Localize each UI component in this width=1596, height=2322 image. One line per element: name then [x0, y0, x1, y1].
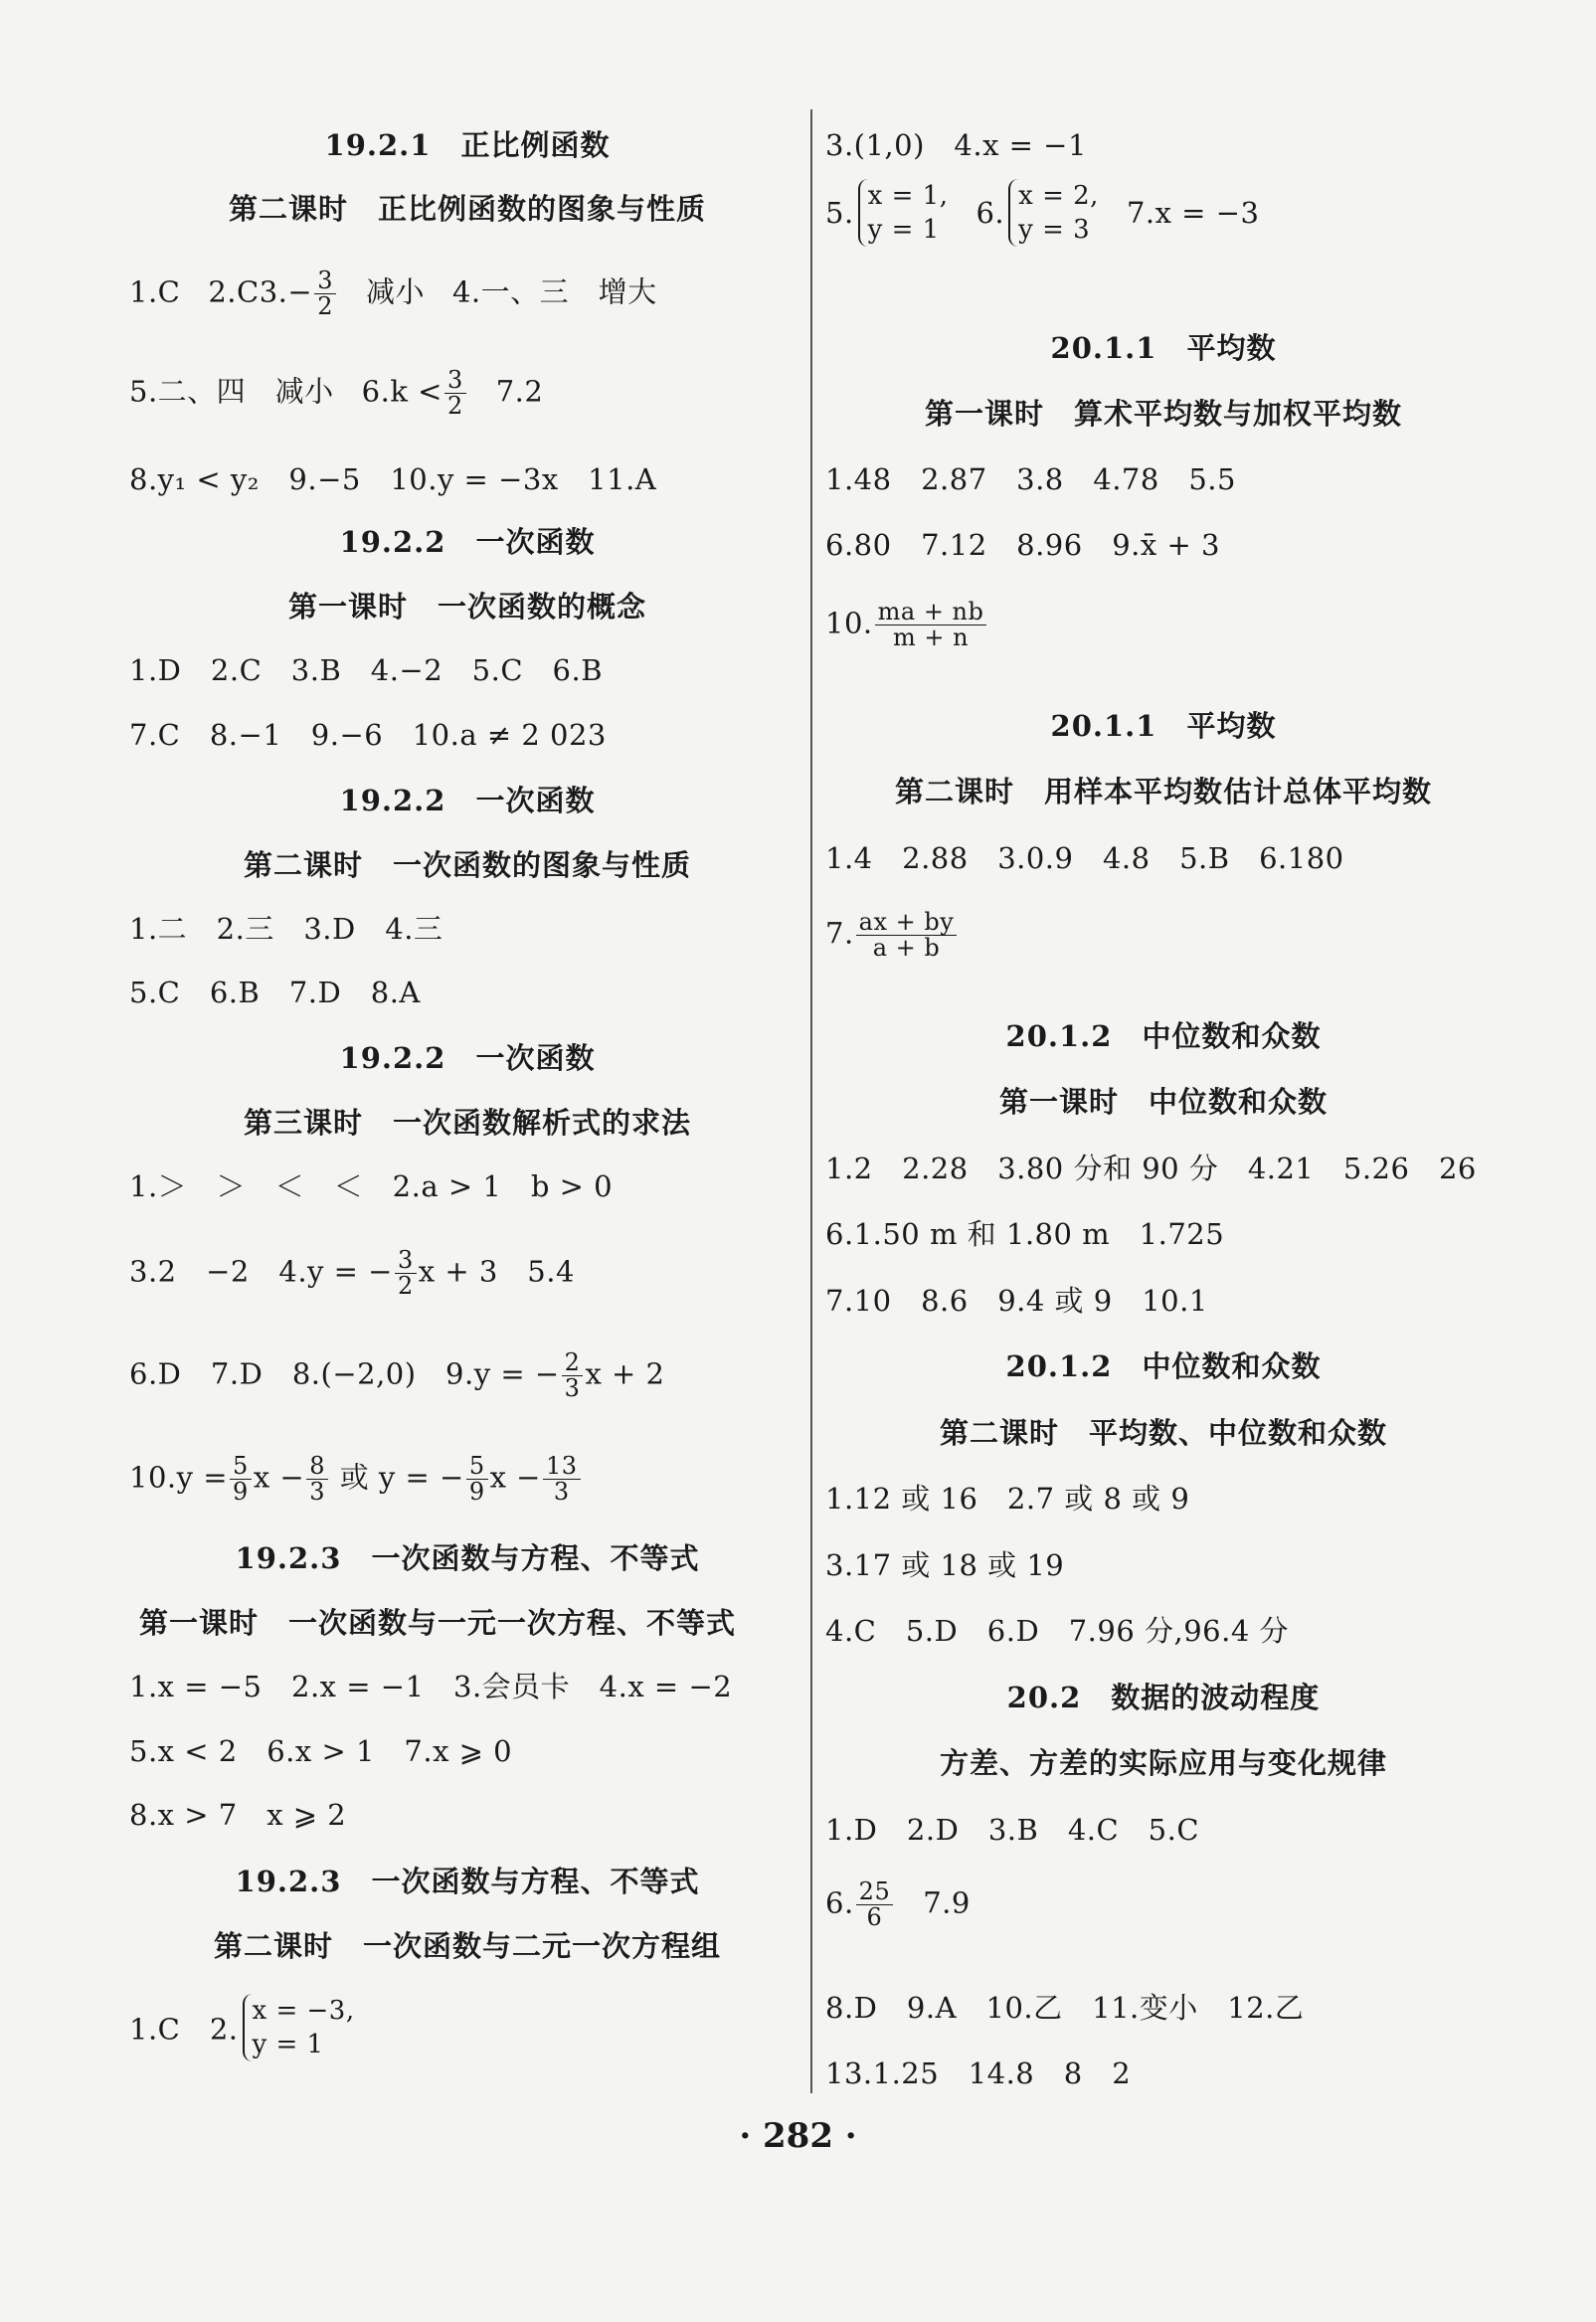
- lesson-title: 第一课时 中位数和众数: [998, 1085, 1328, 1119]
- lesson-title: 第二课时 一次函数与二元一次方程组: [213, 1929, 721, 1963]
- answer-line: 5. x = 1, y = 1 6. x = 2, y = 3 7.x = −3: [825, 181, 1260, 245]
- answer-line: 1.C 2. x = −3, y = 1: [129, 1996, 355, 2059]
- fraction: $\frac{8}{3}$: [306, 1454, 328, 1505]
- answer-line: 1.12 或 16 2.7 或 8 或 9: [825, 1482, 1190, 1516]
- fraction: $\frac{3}{2}$: [444, 368, 466, 419]
- column-divider: [810, 109, 812, 2093]
- equation-system: x = −3, y = 1: [243, 1994, 355, 2061]
- equation-system: x = 2, y = 3: [1008, 179, 1099, 247]
- answer-line: 6. $\frac{25}{6}$ 7.9: [825, 1877, 971, 1932]
- fraction: $\frac{ma + nb}{m + n}$: [875, 600, 987, 650]
- answer-line: 7.C 8.−1 9.−6 10.a ≠ 2 023: [129, 718, 607, 752]
- equation-system: x = 1, y = 1: [858, 179, 949, 247]
- section-title: 19.2.3 一次函数与方程、不等式: [235, 1865, 700, 1898]
- answer-line: 6.80 7.12 8.96 9.x̄ + 3: [825, 528, 1220, 562]
- lesson-title: 第二课时 一次函数的图象与性质: [243, 848, 691, 882]
- answer-line: 8.D 9.A 10.乙 11.变小 12.乙: [825, 1991, 1305, 2025]
- lesson-title: 第二课时 平均数、中位数和众数: [939, 1416, 1387, 1450]
- fraction: $\frac{ax + by}{a + b}$: [856, 910, 958, 961]
- answer-line: 13.1.25 14.8 8 2: [825, 2056, 1132, 2090]
- section-title: 20.1.2 中位数和众数: [1005, 1349, 1322, 1383]
- answer-line: 1.D 2.C 3.B 4.−2 5.C 6.B: [129, 653, 604, 687]
- section-title: 19.2.2 一次函数: [339, 784, 596, 817]
- answer-line: 8.y₁ < y₂ 9.−5 10.y = −3x 11.A: [129, 462, 657, 496]
- answer-line: 1.2 2.28 3.80 分和 90 分 4.21 5.26 26: [825, 1152, 1477, 1185]
- answer-line: 3.2 −2 4.y = − $\frac{3}{2}$ x + 3 5.4: [129, 1246, 575, 1301]
- fraction: $\frac{3}{2}$: [314, 268, 336, 319]
- answer-line: 10.y = $\frac{5}{9}$ x − $\frac{8}{3}$ 或 y = − $\frac{5}{9}$ x − $\frac{13}{3}$: [129, 1454, 583, 1505]
- answer-line: 5.x < 2 6.x > 1 7.x ⩾ 0: [129, 1734, 513, 1768]
- answer-line: 4.C 5.D 6.D 7.96 分,96.4 分: [825, 1614, 1289, 1648]
- answer-line: 1.二 2.三 3.D 4.三: [129, 912, 443, 946]
- section-title: 20.2 数据的波动程度: [1006, 1681, 1321, 1714]
- fraction: $\frac{3}{2}$: [395, 1248, 417, 1299]
- lesson-title: 第二课时 用样本平均数估计总体平均数: [894, 775, 1432, 808]
- section-title: 19.2.2 一次函数: [339, 525, 596, 559]
- lesson-title: 第一课时 算术平均数与加权平均数: [924, 397, 1402, 431]
- answer-line: 8.x > 7 x ⩾ 2: [129, 1798, 347, 1832]
- fraction: $\frac{5}{9}$: [230, 1454, 252, 1505]
- lesson-title: 第二课时 正比例函数的图象与性质: [228, 192, 706, 226]
- answer-line: 10. $\frac{ma + nb}{m + n}$: [825, 600, 988, 650]
- section-title: 19.2.3 一次函数与方程、不等式: [235, 1541, 700, 1575]
- answer-line: 1.4 2.88 3.0.9 4.8 5.B 6.180: [825, 841, 1344, 875]
- answer-line: 6.D 7.D 8.(−2,0) 9.y = − $\frac{2}{3}$ x + 2: [129, 1348, 665, 1403]
- fraction: $\frac{2}{3}$: [562, 1350, 584, 1401]
- section-title: 19.2.2 一次函数: [339, 1041, 596, 1075]
- section-title: 20.1.2 中位数和众数: [1005, 1019, 1322, 1053]
- section-title: 20.1.1 平均数: [1050, 331, 1277, 365]
- page-number: · 282 ·: [739, 2116, 857, 2156]
- fraction: $\frac{25}{6}$: [856, 1879, 894, 1930]
- answer-line: 1.＞ ＞ ＜ ＜ 2.a > 1 b > 0: [129, 1169, 614, 1203]
- answer-line: 1.D 2.D 3.B 4.C 5.C: [825, 1813, 1200, 1847]
- answer-line: 7.10 8.6 9.4 或 9 10.1: [825, 1284, 1208, 1318]
- answer-line: 7. $\frac{ax + by}{a + b}$: [825, 910, 959, 961]
- answer-line: 1.x = −5 2.x = −1 3.会员卡 4.x = −2: [129, 1670, 733, 1703]
- answer-line: 5.二、四 减小 6.k < $\frac{3}{2}$ 7.2: [129, 366, 544, 421]
- lesson-title: 第一课时 一次函数与一元一次方程、不等式: [139, 1606, 737, 1640]
- answer-line: 1.C 2.C3.− $\frac{3}{2}$ 减小 4.一、三 增大: [129, 267, 657, 321]
- fraction: $\frac{5}{9}$: [466, 1454, 488, 1505]
- answer-line: 3.17 或 18 或 19: [825, 1548, 1065, 1582]
- fraction: $\frac{13}{3}$: [543, 1454, 581, 1505]
- lesson-title: 第三课时 一次函数解析式的求法: [243, 1106, 691, 1140]
- section-title: 19.2.1 正比例函数: [324, 128, 611, 162]
- answer-line: 3.(1,0) 4.x = −1: [825, 128, 1087, 162]
- answer-line: 6.1.50 m 和 1.80 m 1.725: [825, 1217, 1225, 1251]
- lesson-title: 方差、方差的实际应用与变化规律: [939, 1746, 1387, 1780]
- answer-line: 5.C 6.B 7.D 8.A: [129, 976, 421, 1009]
- lesson-title: 第一课时 一次函数的概念: [287, 590, 646, 624]
- section-title: 20.1.1 平均数: [1050, 709, 1277, 743]
- answer-line: 1.48 2.87 3.8 4.78 5.5: [825, 462, 1236, 496]
